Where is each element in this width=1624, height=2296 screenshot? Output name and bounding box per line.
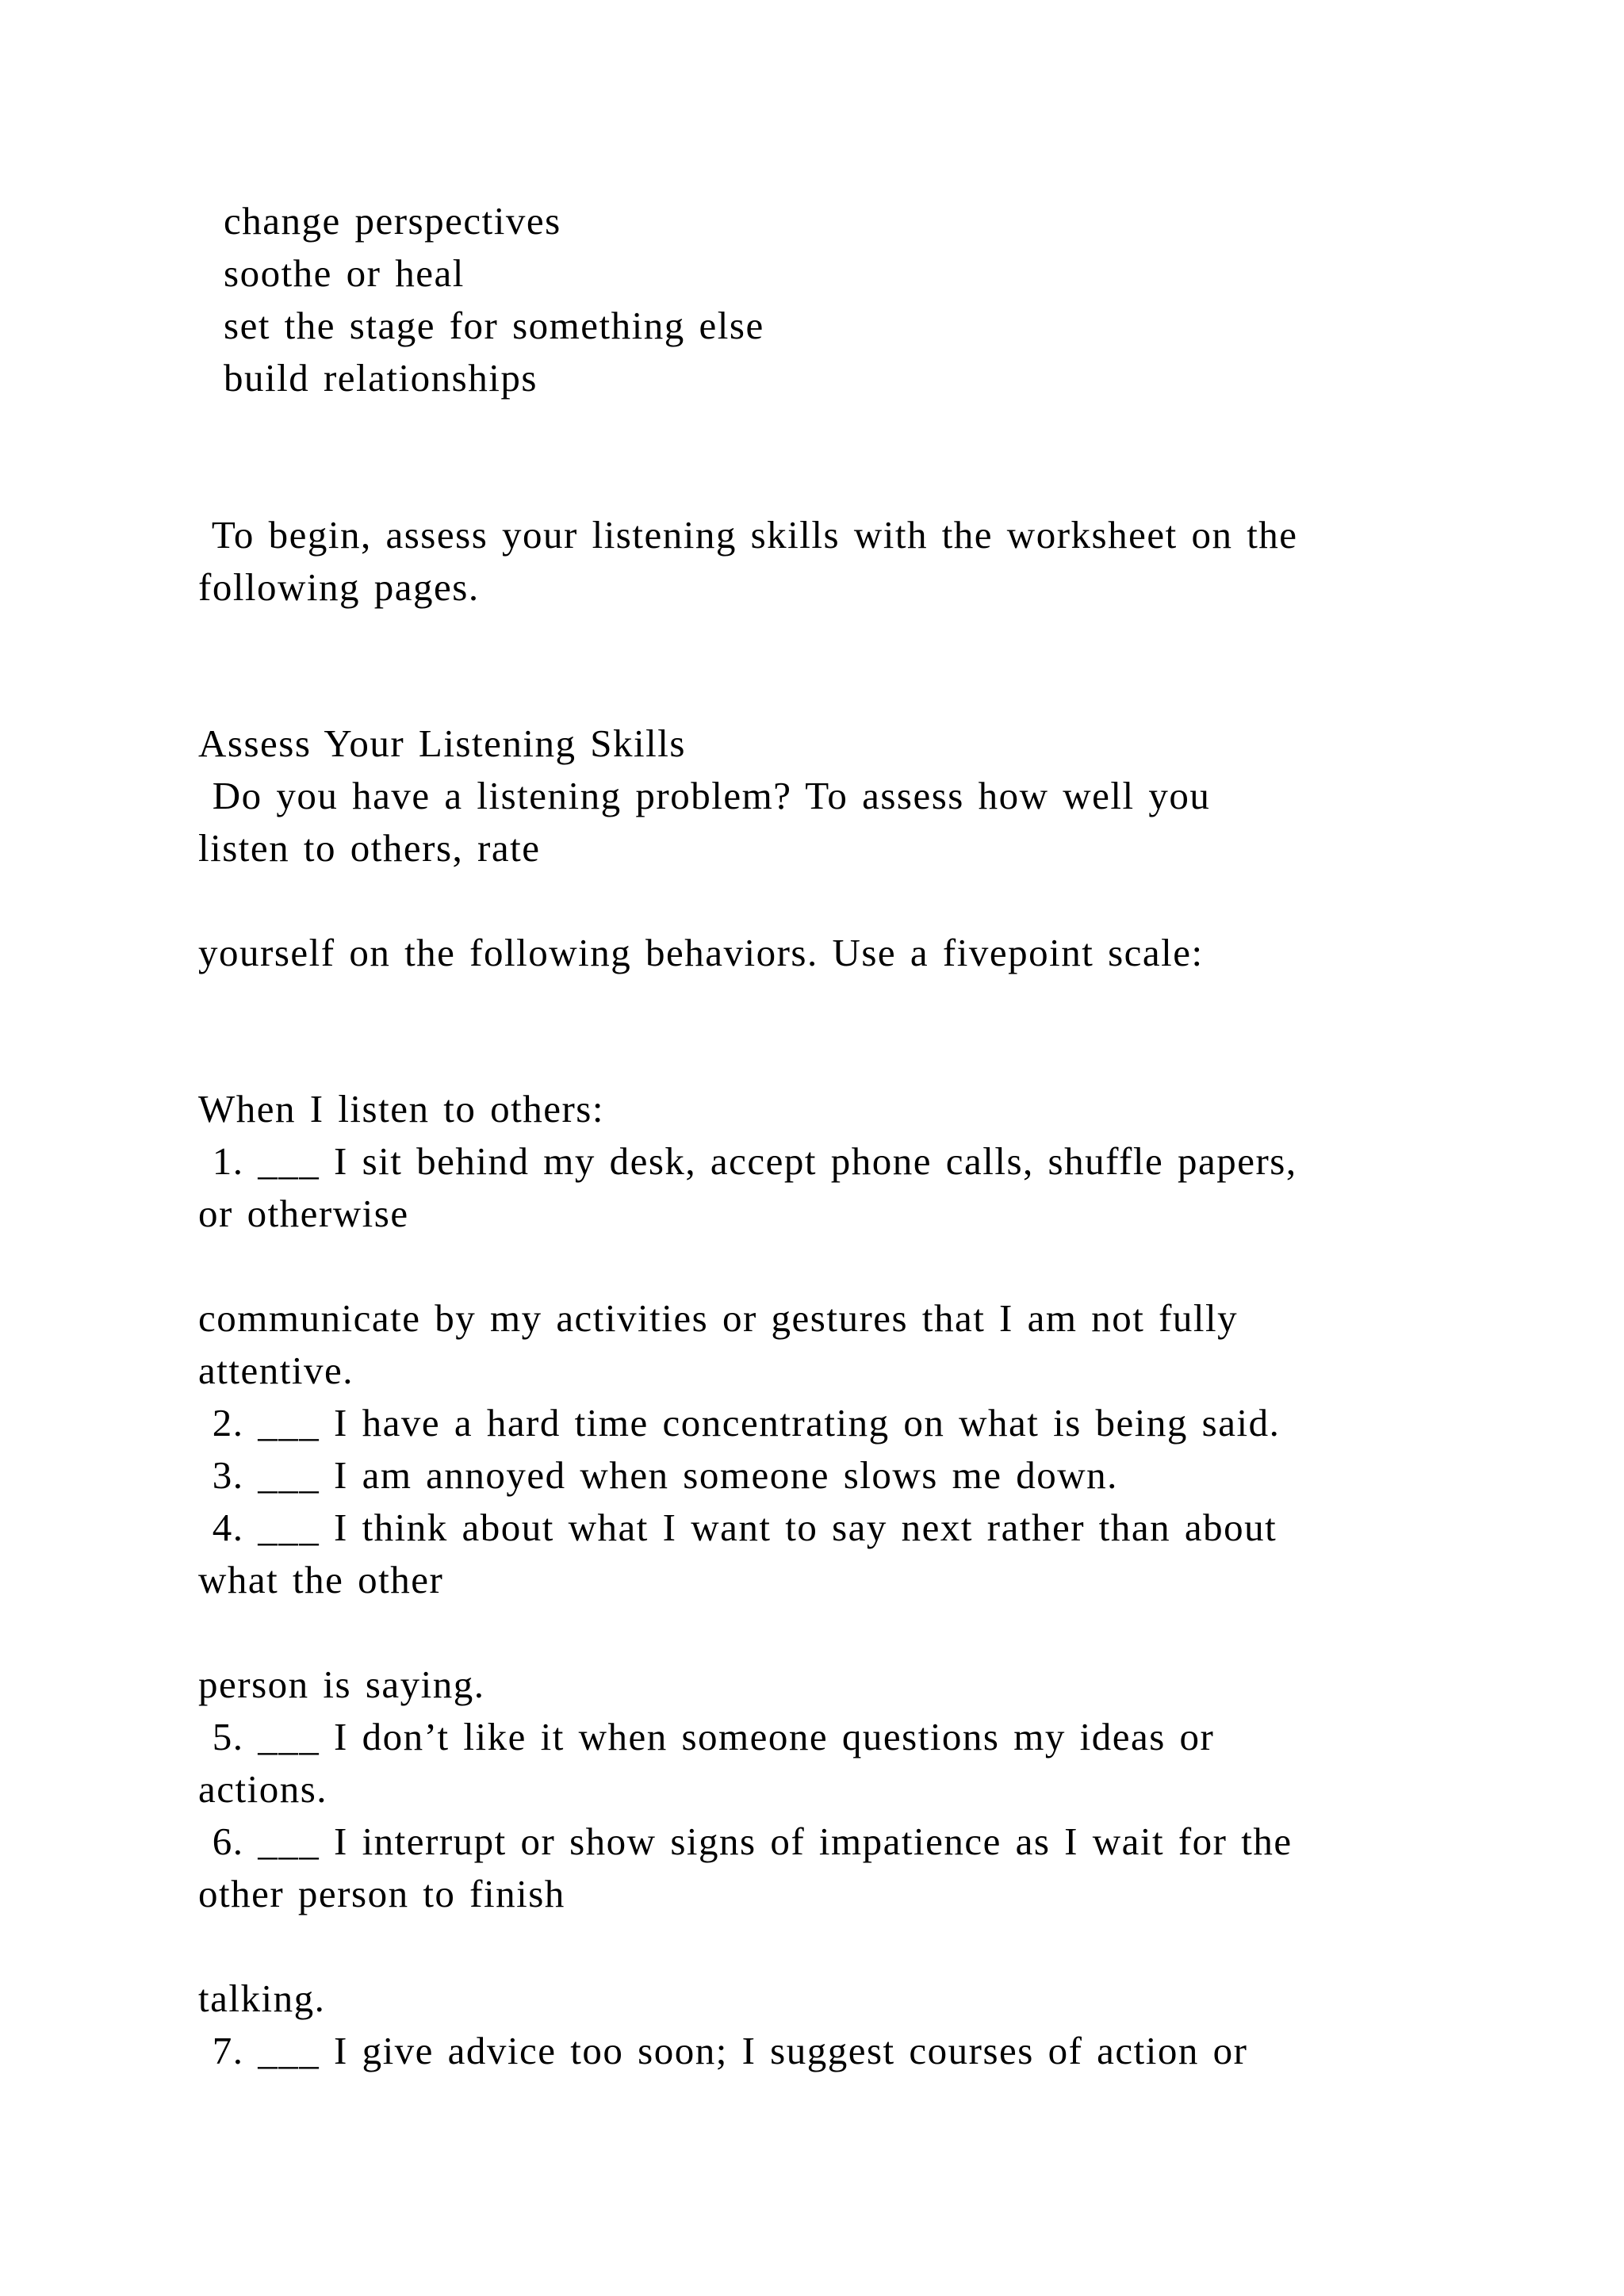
worksheet-item-1-cont: attentive. xyxy=(198,1349,354,1392)
worksheet-item-1-cont: communicate by my activities or gestures that I am not fully xyxy=(198,1296,1239,1340)
worksheet-item-5: 5. ___ I don’t like it when someone questions my ideas or xyxy=(198,1715,1215,1758)
bullet-item: soothe or heal xyxy=(224,251,465,295)
bullet-item: build relationships xyxy=(224,356,538,400)
worksheet-item-6: 6. ___ I interrupt or show signs of impatience as I wait for the xyxy=(198,1820,1293,1863)
paragraph-line: Do you have a listening problem? To assess how well you xyxy=(198,774,1211,817)
worksheet-item-4-cont: what the other xyxy=(198,1558,444,1601)
worksheet-item-1-cont: or otherwise xyxy=(198,1192,409,1235)
bullet-item: change perspectives xyxy=(224,199,561,243)
worksheet-lead: When I listen to others: xyxy=(198,1087,604,1131)
worksheet-item-4: 4. ___ I think about what I want to say next rather than about xyxy=(198,1506,1277,1549)
worksheet-item-3: 3. ___ I am annoyed when someone slows me down. xyxy=(198,1453,1118,1497)
worksheet-item-7: 7. ___ I give advice too soon; I suggest courses of action or xyxy=(198,2029,1248,2072)
paragraph-line: yourself on the following behaviors. Use a fivepoint scale: xyxy=(198,931,1204,974)
paragraph-line: listen to others, rate xyxy=(198,826,541,870)
section-heading: Assess Your Listening Skills xyxy=(198,721,686,765)
worksheet-item-6-cont: other person to finish xyxy=(198,1872,565,1915)
intro-text-line: To begin, assess your listening skills with the worksheet on the xyxy=(198,513,1298,557)
worksheet-item-1: 1. ___ I sit behind my desk, accept phone calls, shuffle papers, xyxy=(198,1139,1297,1183)
worksheet-item-5-cont: actions. xyxy=(198,1767,328,1811)
worksheet-item-6-cont: talking. xyxy=(198,1976,326,2020)
bullet-item: set the stage for something else xyxy=(224,304,764,347)
intro-text-line: following pages. xyxy=(198,565,480,609)
worksheet-item-2: 2. ___ I have a hard time concentrating on what is being said. xyxy=(198,1401,1281,1445)
worksheet-item-4-cont: person is saying. xyxy=(198,1663,485,1706)
